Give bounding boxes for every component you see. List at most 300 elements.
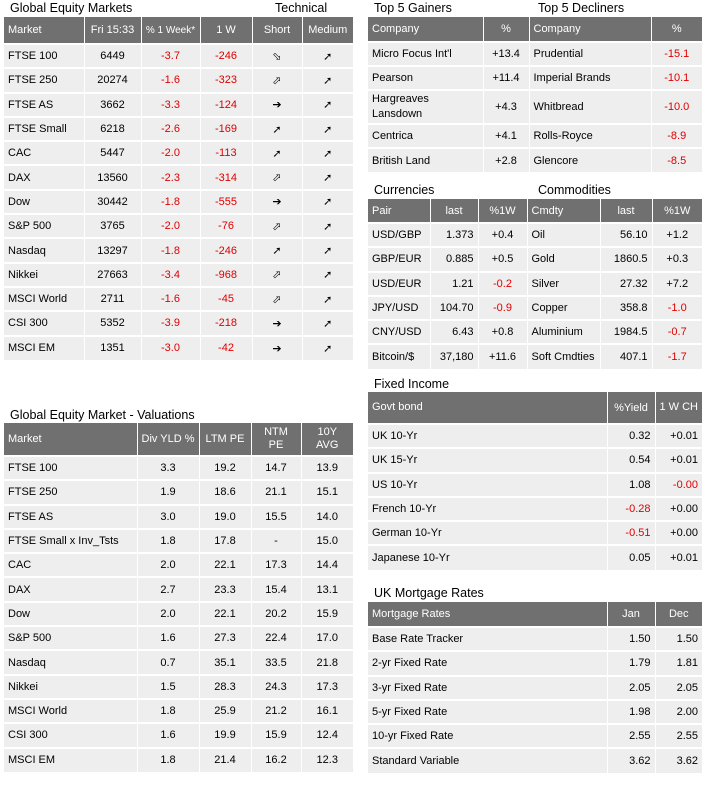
val-ntm-pe: 33.5	[251, 650, 301, 674]
currency-change: +0.8	[478, 320, 527, 344]
val-10y-avg: 12.4	[301, 723, 353, 747]
decliner-company: Rolls-Royce	[529, 124, 651, 148]
cmdty-header-name: Cmdty	[527, 199, 600, 223]
gainer-pct: +4.3	[483, 90, 529, 124]
gainers-header-company: Company	[368, 17, 483, 42]
equity-header-medium: Medium	[302, 17, 353, 44]
equity-level: 6218	[84, 117, 141, 141]
equity-level: 13297	[84, 238, 141, 262]
fx-row	[368, 272, 702, 296]
equity-market-name: FTSE 100	[4, 44, 84, 68]
mortgage-jan: 1.98	[607, 700, 655, 724]
mort-header-dec: Dec	[655, 602, 702, 627]
val-10y-avg: 16.1	[301, 699, 353, 723]
val-ltm-pe: 22.1	[199, 602, 251, 626]
bond-yield: 0.32	[607, 424, 655, 448]
mortgage-row	[368, 627, 702, 651]
short-trend-arrow-icon: ➚	[252, 117, 302, 141]
equity-row	[4, 165, 353, 189]
bond-1w-change: +0.01	[655, 448, 702, 472]
short-trend-arrow-icon: ⬀	[252, 287, 302, 311]
global-equity-table	[4, 17, 353, 360]
val-ltm-pe: 19.9	[199, 723, 251, 747]
bond-yield: -0.28	[607, 497, 655, 521]
mort-header-name: Mortgage Rates	[368, 602, 607, 627]
valuation-row	[4, 602, 353, 626]
commodities-title: Commodities	[538, 183, 611, 197]
commodity-last: 56.10	[600, 223, 652, 247]
currency-pair: CNY/USD	[368, 320, 430, 344]
val-market-name: CAC	[4, 553, 137, 577]
mortgage-row	[368, 748, 702, 772]
equity-row	[4, 238, 353, 262]
bond-name: UK 15-Yr	[368, 448, 607, 472]
equity-market-name: Nasdaq	[4, 238, 84, 262]
mortgage-jan: 1.79	[607, 651, 655, 675]
fx-row	[368, 344, 702, 368]
val-ltm-pe: 28.3	[199, 675, 251, 699]
medium-trend-arrow-icon: ➚	[302, 287, 353, 311]
valuation-row	[4, 723, 353, 747]
valuation-row	[4, 675, 353, 699]
fx-header-last: last	[430, 199, 478, 223]
commodity-change: -1.7	[652, 344, 702, 368]
bond-1w-change: +0.00	[655, 521, 702, 545]
equity-level: 6449	[84, 44, 141, 68]
bond-yield: -0.51	[607, 521, 655, 545]
valuation-row	[4, 748, 353, 772]
valuation-row	[4, 480, 353, 504]
val-10y-avg: 21.8	[301, 650, 353, 674]
equity-pct-week: -2.0	[141, 141, 200, 165]
val-div-yield: 1.8	[137, 748, 199, 772]
val-ltm-pe: 35.1	[199, 650, 251, 674]
bond-yield: 1.08	[607, 473, 655, 497]
mortgage-name: Standard Variable	[368, 748, 607, 772]
decliner-company: Whitbread	[529, 90, 651, 124]
val-market-name: Nasdaq	[4, 650, 137, 674]
val-10y-avg: 15.0	[301, 529, 353, 553]
valuation-row	[4, 553, 353, 577]
val-div-yield: 2.0	[137, 602, 199, 626]
equity-pct-week: -1.8	[141, 238, 200, 262]
fi-header-ch: 1 W CH	[655, 392, 702, 424]
mortgage-dec: 2.05	[655, 676, 702, 700]
equity-pct-week: -1.6	[141, 287, 200, 311]
mortgage-row	[368, 676, 702, 700]
decliner-pct: -8.5	[651, 148, 702, 172]
val-header-10y-avg: 10Y AVG	[301, 423, 353, 456]
medium-trend-arrow-icon: ➚	[302, 141, 353, 165]
equity-1w-change: -169	[200, 117, 252, 141]
val-10y-avg: 15.1	[301, 480, 353, 504]
medium-trend-arrow-icon: ➚	[302, 117, 353, 141]
short-trend-arrow-icon: ➚	[252, 238, 302, 262]
equity-row	[4, 336, 353, 360]
fixed-income-title: Fixed Income	[374, 377, 450, 391]
commodity-change: +0.3	[652, 247, 702, 271]
medium-trend-arrow-icon: ➚	[302, 68, 353, 92]
val-10y-avg: 14.0	[301, 505, 353, 529]
val-ntm-pe: 21.1	[251, 480, 301, 504]
bond-row	[368, 473, 702, 497]
val-div-yield: 1.6	[137, 626, 199, 650]
fi-header-bond: Govt bond	[368, 392, 607, 424]
gainers-header-pct: %	[483, 17, 529, 42]
val-market-name: FTSE 250	[4, 480, 137, 504]
val-div-yield: 3.0	[137, 505, 199, 529]
equity-header-time: Fri 15:33	[84, 17, 141, 44]
bond-name: US 10-Yr	[368, 473, 607, 497]
val-market-name: FTSE AS	[4, 505, 137, 529]
bond-1w-change: +0.01	[655, 424, 702, 448]
currencies-title: Currencies	[374, 183, 435, 197]
val-ntm-pe: 15.5	[251, 505, 301, 529]
equity-level: 2711	[84, 287, 141, 311]
decliner-pct: -10.0	[651, 90, 702, 124]
bond-name: French 10-Yr	[368, 497, 607, 521]
bond-1w-change: +0.01	[655, 545, 702, 569]
val-market-name: MSCI EM	[4, 748, 137, 772]
commodity-change: +1.2	[652, 223, 702, 247]
equity-1w-change: -113	[200, 141, 252, 165]
equity-pct-week: -2.3	[141, 165, 200, 189]
equity-row	[4, 44, 353, 68]
valuation-row	[4, 505, 353, 529]
mortgage-dec: 2.55	[655, 724, 702, 748]
gainer-company: Pearson	[368, 66, 483, 90]
mortgage-name: 2-yr Fixed Rate	[368, 651, 607, 675]
val-div-yield: 3.3	[137, 456, 199, 480]
commodity-last: 27.32	[600, 272, 652, 296]
mortgage-name: Base Rate Tracker	[368, 627, 607, 651]
val-market-name: MSCI World	[4, 699, 137, 723]
gainer-company: British Land	[368, 148, 483, 172]
equity-level: 3765	[84, 214, 141, 238]
equity-1w-change: -555	[200, 190, 252, 214]
equity-pct-week: -3.0	[141, 336, 200, 360]
val-div-yield: 1.5	[137, 675, 199, 699]
medium-trend-arrow-icon: ➚	[302, 44, 353, 68]
equity-market-name: S&P 500	[4, 214, 84, 238]
currency-pair: USD/GBP	[368, 223, 430, 247]
equity-pct-week: -3.7	[141, 44, 200, 68]
mort-header-jan: Jan	[607, 602, 655, 627]
equity-level: 1351	[84, 336, 141, 360]
val-ntm-pe: 20.2	[251, 602, 301, 626]
val-ltm-pe: 22.1	[199, 553, 251, 577]
short-trend-arrow-icon: ➔	[252, 336, 302, 360]
equity-market-name: Dow	[4, 190, 84, 214]
valuations-table	[4, 423, 353, 772]
equity-1w-change: -968	[200, 263, 252, 287]
medium-trend-arrow-icon: ➚	[302, 165, 353, 189]
equity-level: 13560	[84, 165, 141, 189]
currency-last: 1.373	[430, 223, 478, 247]
currency-last: 1.21	[430, 272, 478, 296]
val-div-yield: 0.7	[137, 650, 199, 674]
val-market-name: S&P 500	[4, 626, 137, 650]
val-ltm-pe: 23.3	[199, 577, 251, 601]
equity-header-short: Short	[252, 17, 302, 44]
cmdty-header-chg: %1W	[652, 199, 702, 223]
equity-1w-change: -323	[200, 68, 252, 92]
mortgage-jan: 1.50	[607, 627, 655, 651]
currency-change: -0.2	[478, 272, 527, 296]
short-trend-arrow-icon: ⬂	[252, 44, 302, 68]
equity-level: 3662	[84, 93, 141, 117]
val-div-yield: 1.8	[137, 699, 199, 723]
val-ntm-pe: 21.2	[251, 699, 301, 723]
cmdty-header-last: last	[600, 199, 652, 223]
short-trend-arrow-icon: ⬀	[252, 165, 302, 189]
mortgage-title: UK Mortgage Rates	[374, 586, 484, 600]
medium-trend-arrow-icon: ➚	[302, 311, 353, 335]
equity-market-name: FTSE Small	[4, 117, 84, 141]
bond-name: Japanese 10-Yr	[368, 545, 607, 569]
val-div-yield: 1.6	[137, 723, 199, 747]
mortgage-name: 5-yr Fixed Rate	[368, 700, 607, 724]
commodity-last: 1984.5	[600, 320, 652, 344]
equity-market-name: CAC	[4, 141, 84, 165]
val-market-name: CSI 300	[4, 723, 137, 747]
equity-row	[4, 190, 353, 214]
equity-market-name: FTSE 250	[4, 68, 84, 92]
equity-market-name: MSCI EM	[4, 336, 84, 360]
val-market-name: FTSE Small x Inv_Tsts	[4, 529, 137, 553]
commodity-change: -1.0	[652, 296, 702, 320]
medium-trend-arrow-icon: ➚	[302, 93, 353, 117]
medium-trend-arrow-icon: ➚	[302, 238, 353, 262]
mortgage-dec: 3.62	[655, 748, 702, 772]
equity-row	[4, 117, 353, 141]
medium-trend-arrow-icon: ➚	[302, 336, 353, 360]
equity-pct-week: -3.9	[141, 311, 200, 335]
currency-last: 0.885	[430, 247, 478, 271]
decliners-header-pct: %	[651, 17, 702, 42]
val-ltm-pe: 19.0	[199, 505, 251, 529]
mortgage-name: 10-yr Fixed Rate	[368, 724, 607, 748]
bond-1w-change: +0.00	[655, 497, 702, 521]
equity-market-name: CSI 300	[4, 311, 84, 335]
val-ltm-pe: 25.9	[199, 699, 251, 723]
top-decliners-title: Top 5 Decliners	[538, 1, 625, 15]
commodity-name: Gold	[527, 247, 600, 271]
val-ntm-pe: 24.3	[251, 675, 301, 699]
mortgage-row	[368, 651, 702, 675]
mortgage-dec: 2.00	[655, 700, 702, 724]
val-10y-avg: 13.1	[301, 577, 353, 601]
fx-row	[368, 223, 702, 247]
fx-row	[368, 296, 702, 320]
mortgage-row	[368, 724, 702, 748]
currency-pair: USD/EUR	[368, 272, 430, 296]
val-ltm-pe: 27.3	[199, 626, 251, 650]
short-trend-arrow-icon: ➔	[252, 190, 302, 214]
val-market-name: DAX	[4, 577, 137, 601]
equity-row	[4, 311, 353, 335]
commodity-name: Soft Cmdties	[527, 344, 600, 368]
val-ntm-pe: 22.4	[251, 626, 301, 650]
equity-pct-week: -2.6	[141, 117, 200, 141]
bond-1w-change: -0.00	[655, 473, 702, 497]
bond-yield: 0.54	[607, 448, 655, 472]
commodity-last: 358.8	[600, 296, 652, 320]
medium-trend-arrow-icon: ➚	[302, 263, 353, 287]
currency-last: 104.70	[430, 296, 478, 320]
equity-row	[4, 287, 353, 311]
equity-row	[4, 141, 353, 165]
gainer-company: Micro Focus Int'l	[368, 42, 483, 66]
equity-1w-change: -218	[200, 311, 252, 335]
val-10y-avg: 17.0	[301, 626, 353, 650]
technical-title: Technical	[275, 1, 328, 15]
equity-1w-change: -246	[200, 238, 252, 262]
top-movers-table	[368, 17, 702, 172]
fx-row	[368, 320, 702, 344]
short-trend-arrow-icon: ➔	[252, 93, 302, 117]
currency-change: +11.6	[478, 344, 527, 368]
equity-header-pct-week: % 1 Week*	[141, 17, 200, 44]
bond-name: German 10-Yr	[368, 521, 607, 545]
mortgage-dec: 1.81	[655, 651, 702, 675]
valuation-row	[4, 456, 353, 480]
short-trend-arrow-icon: ➚	[252, 141, 302, 165]
commodity-last: 407.1	[600, 344, 652, 368]
decliner-company: Imperial Brands	[529, 66, 651, 90]
fi-header-yield: %Yield	[607, 392, 655, 424]
gainer-pct: +4.1	[483, 124, 529, 148]
val-ntm-pe: 14.7	[251, 456, 301, 480]
movers-row	[368, 42, 702, 66]
currency-last: 6.43	[430, 320, 478, 344]
currencies-commodities-table	[368, 199, 702, 369]
equity-market-name: FTSE AS	[4, 93, 84, 117]
fx-header-chg: %1W	[478, 199, 527, 223]
decliner-company: Glencore	[529, 148, 651, 172]
movers-row	[368, 90, 702, 124]
val-div-yield: 1.9	[137, 480, 199, 504]
equity-1w-change: -246	[200, 44, 252, 68]
currency-pair: Bitcoin/$	[368, 344, 430, 368]
valuations-title: Global Equity Market - Valuations	[10, 408, 195, 422]
val-ltm-pe: 18.6	[199, 480, 251, 504]
medium-trend-arrow-icon: ➚	[302, 214, 353, 238]
equity-1w-change: -314	[200, 165, 252, 189]
equity-level: 5352	[84, 311, 141, 335]
mortgage-jan: 2.55	[607, 724, 655, 748]
bond-row	[368, 424, 702, 448]
equity-level: 27663	[84, 263, 141, 287]
val-market-name: Dow	[4, 602, 137, 626]
equity-pct-week: -2.0	[141, 214, 200, 238]
movers-row	[368, 148, 702, 172]
currency-pair: JPY/USD	[368, 296, 430, 320]
commodity-change: +7.2	[652, 272, 702, 296]
equity-pct-week: -1.8	[141, 190, 200, 214]
gainer-pct: +13.4	[483, 42, 529, 66]
currency-pair: GBP/EUR	[368, 247, 430, 271]
mortgage-jan: 3.62	[607, 748, 655, 772]
equity-market-name: MSCI World	[4, 287, 84, 311]
commodity-name: Copper	[527, 296, 600, 320]
valuation-row	[4, 529, 353, 553]
val-ntm-pe: 16.2	[251, 748, 301, 772]
currency-change: +0.4	[478, 223, 527, 247]
commodity-change: -0.7	[652, 320, 702, 344]
val-ntm-pe: -	[251, 529, 301, 553]
gainer-pct: +2.8	[483, 148, 529, 172]
valuation-row	[4, 577, 353, 601]
decliners-header-company: Company	[529, 17, 651, 42]
bond-yield: 0.05	[607, 545, 655, 569]
gainer-company: Centrica	[368, 124, 483, 148]
medium-trend-arrow-icon: ➚	[302, 190, 353, 214]
equity-row	[4, 93, 353, 117]
equity-1w-change: -76	[200, 214, 252, 238]
mortgage-row	[368, 700, 702, 724]
equity-header-market: Market	[4, 17, 84, 44]
equity-level: 20274	[84, 68, 141, 92]
equity-market-name: DAX	[4, 165, 84, 189]
val-ntm-pe: 17.3	[251, 553, 301, 577]
equity-level: 5447	[84, 141, 141, 165]
val-div-yield: 2.7	[137, 577, 199, 601]
valuation-row	[4, 626, 353, 650]
global-equity-title: Global Equity Markets	[10, 1, 133, 15]
commodity-name: Oil	[527, 223, 600, 247]
val-10y-avg: 17.3	[301, 675, 353, 699]
movers-row	[368, 66, 702, 90]
equity-row	[4, 263, 353, 287]
fixed-income-table	[368, 392, 702, 570]
bond-row	[368, 448, 702, 472]
val-ntm-pe: 15.9	[251, 723, 301, 747]
equity-pct-week: -1.6	[141, 68, 200, 92]
short-trend-arrow-icon: ⬀	[252, 68, 302, 92]
mortgage-table	[368, 602, 702, 773]
val-10y-avg: 14.4	[301, 553, 353, 577]
val-10y-avg: 12.3	[301, 748, 353, 772]
commodity-name: Aluminium	[527, 320, 600, 344]
currency-change: -0.9	[478, 296, 527, 320]
equity-pct-week: -3.4	[141, 263, 200, 287]
short-trend-arrow-icon: ➔	[252, 311, 302, 335]
val-header-market: Market	[4, 423, 137, 456]
val-div-yield: 2.0	[137, 553, 199, 577]
val-10y-avg: 15.9	[301, 602, 353, 626]
short-trend-arrow-icon: ⬀	[252, 214, 302, 238]
decliner-pct: -8.9	[651, 124, 702, 148]
fx-row	[368, 247, 702, 271]
equity-row	[4, 214, 353, 238]
decliner-company: Prudential	[529, 42, 651, 66]
val-header-ntm-pe: NTM PE	[251, 423, 301, 456]
valuation-row	[4, 699, 353, 723]
val-header-div-yld: Div YLD %	[137, 423, 199, 456]
bond-row	[368, 521, 702, 545]
currency-change: +0.5	[478, 247, 527, 271]
equity-level: 30442	[84, 190, 141, 214]
fx-header-pair: Pair	[368, 199, 430, 223]
gainer-company: Hargreaves Lansdown	[368, 90, 483, 124]
val-header-ltm-pe: LTM PE	[199, 423, 251, 456]
equity-row	[4, 68, 353, 92]
val-ntm-pe: 15.4	[251, 577, 301, 601]
equity-header-1w: 1 W	[200, 17, 252, 44]
commodity-name: Silver	[527, 272, 600, 296]
commodity-last: 1860.5	[600, 247, 652, 271]
